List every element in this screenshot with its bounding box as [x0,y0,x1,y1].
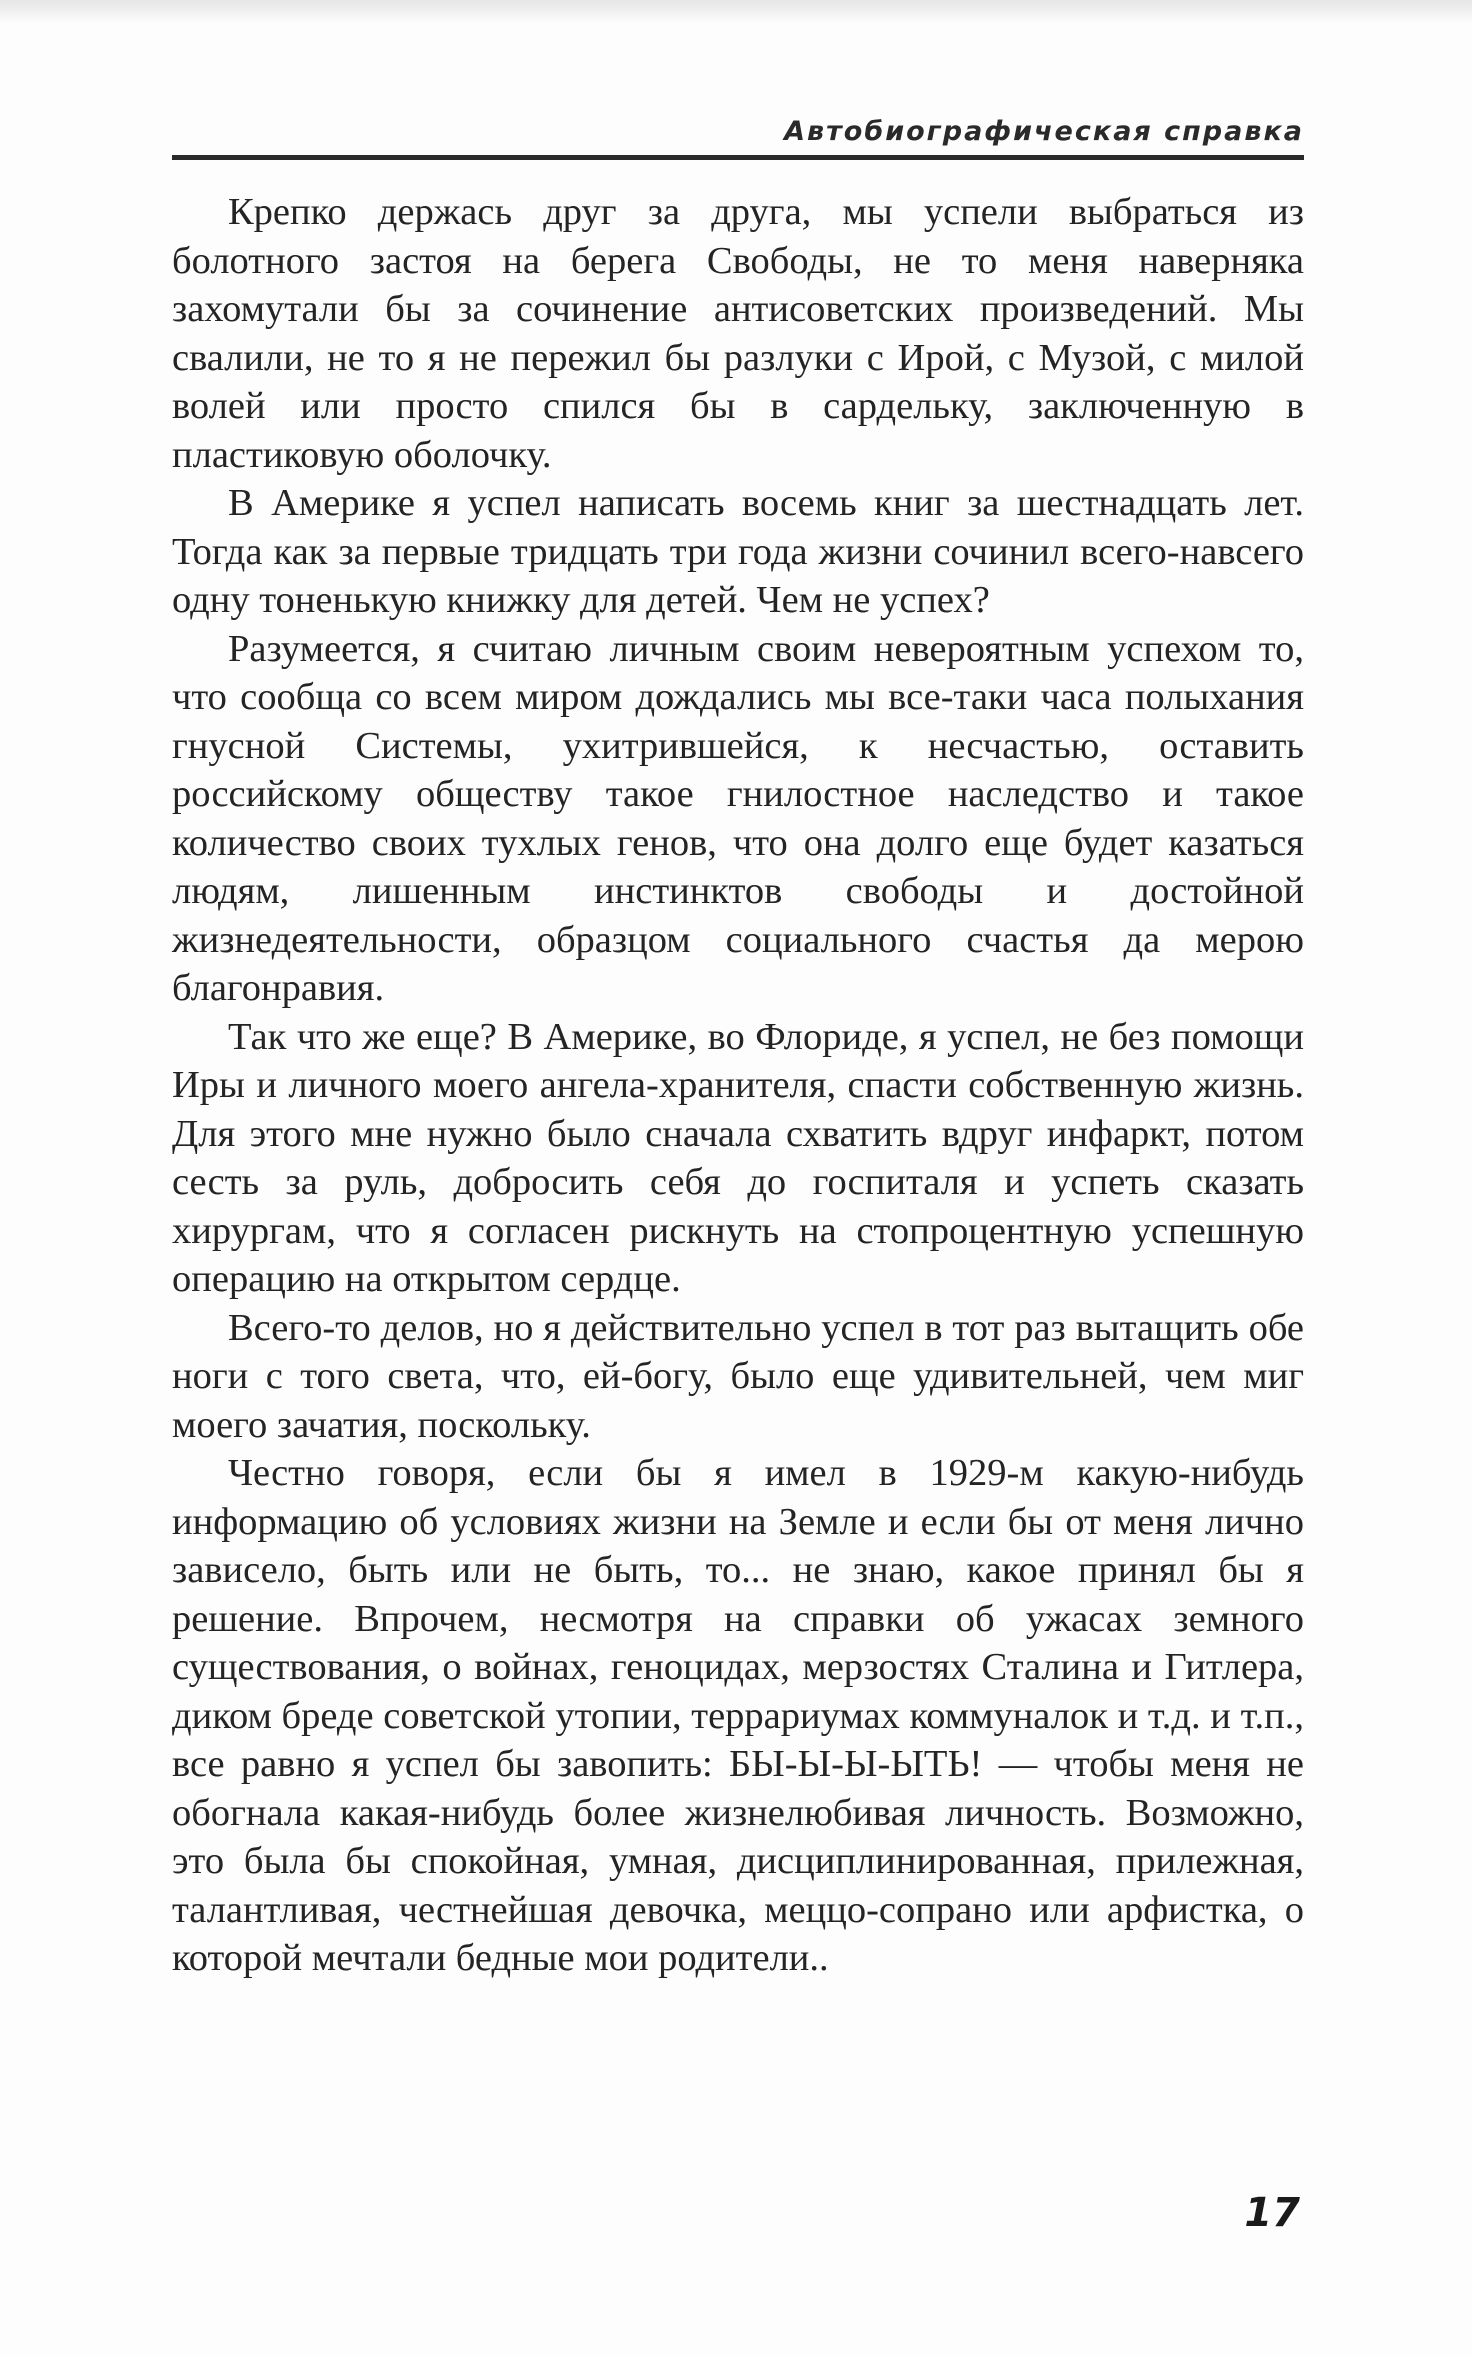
scan-shadow [0,0,1472,24]
paragraph: Всего-то делов, но я действительно успел в тот раз вытащить обе ноги с того света, что, ей-богу, было еще удивительней, чем миг моего зачатия, поскольку. [172,1306,1304,1446]
paragraph: Так что же еще? В Америке, во Флориде, я успел, не без помощи Иры и личного моего ангела-хранителя, спасти собственную жизнь. Для этого мне нужно было сначала схватить вдруг инфаркт, потом сесть за руль, добросить себя до госпиталя и успеть сказать хирургам, что я согласен рискнуть на стопроцентную успешную операцию на открытом сердце. [172,1015,1304,1300]
paragraph: В Америке я успел написать восемь книг за шестнадцать лет. Тогда как за первые тридцать три года жизни сочинил всего-навсего одну тоненькую книжку для детей. Чем не успех? [172,482,1304,621]
body-text [172,188,1304,1983]
header-rule [172,155,1304,160]
paragraph: Честно говоря, если бы я имел в 1929-м какую-нибудь информацию об условиях жизни на Земле и если бы от меня лично зависело, быть или не быть, то... не знаю, какое принял бы я решение. Впрочем, несмотря на справки об ужасах земного существования, о войнах, геноцидах, мерзостях Сталина и Гитлера, диком бреде советской утопии, террариумах коммуналок и т.д. и т.п., все равно я успел бы завопить: БЫ-Ы-Ы-ЫТЬ! — чтобы меня не обогнала какая-нибудь более жизнелюбивая личность. Возможно, это была бы спокойная, умная, дисциплинированная, прилежная, талантливая, честнейшая девочка, меццо-сопрано или арфистка, о которой мечтали бедные мои родители.. [172,1452,1304,1979]
paragraph: Разумеется, я считаю личным своим невероятным успехом то, что сообща со всем миром дождались мы все-таки часа полыхания гнусной Системы, ухитрившейся, к несчастью, оставить российскому обществу такое гнилостное наследство и такое количество своих тухлых генов, что она долго еще будет казаться людям, лишенным инстинктов свободы и достойной жизнедеятельности, образцом социального счастья да мерою благонравия. [172,627,1304,1009]
paragraph: Крепко держась друг за друга, мы успели выбраться из болотного застоя на берега Свободы, не то меня наверняка захомутали бы за сочинение антисоветских произведений. Мы свалили, не то я не пережил бы разлуки с Ирой, с Музой, с милой волей или просто спился бы в сардельку, заключенную в пластиковую оболочку. [172,191,1304,476]
page-number: 17 [1244,2190,1300,2236]
running-head: Автобиографическая справка [784,116,1304,147]
